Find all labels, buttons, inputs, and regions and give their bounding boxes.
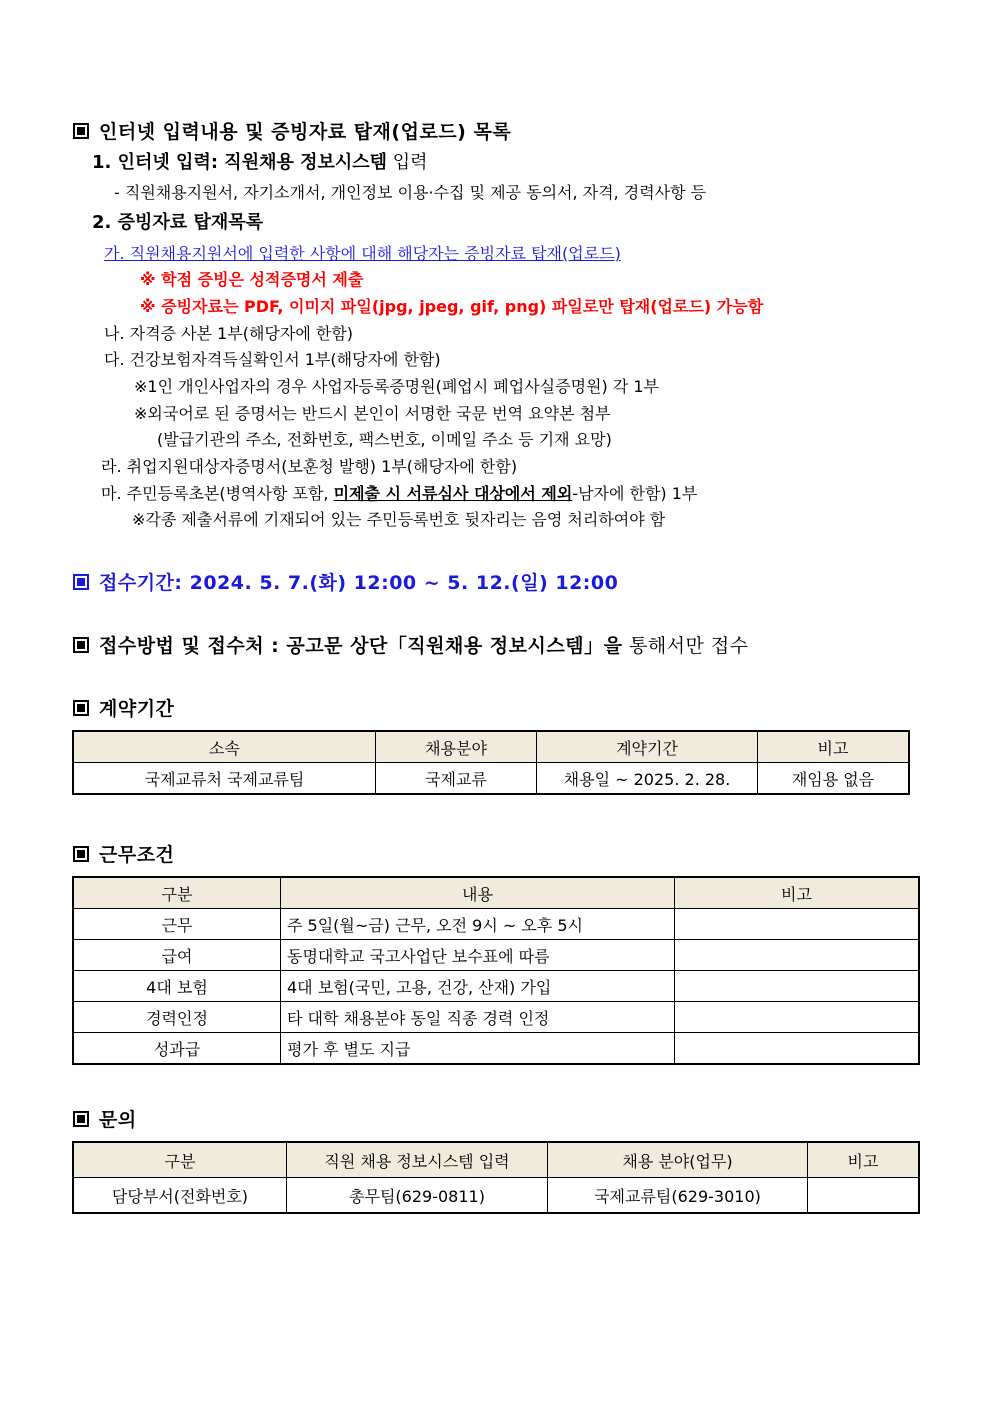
header-cell: 구분: [73, 1142, 287, 1178]
table-cell: 주 5일(월~금) 근무, 오전 9시 ~ 오후 5시: [281, 909, 675, 940]
table-cell: 급여: [73, 940, 281, 971]
table-cell: 경력인정: [73, 1002, 281, 1033]
table-row: [73, 1178, 919, 1214]
table-cell: 성과급: [73, 1033, 281, 1065]
table-cell: 타 대학 채용분야 동일 직종 경력 인정: [281, 1002, 675, 1033]
section-period-title: 접수기간: 2024. 5. 7.(화) 12:00 ~ 5. 12.(일) 12:00: [73, 568, 618, 595]
table-cell: 평가 후 별도 지급: [281, 1033, 675, 1065]
item-ma: 마. 주민등록초본(병역사항 포함, 미제출 시 서류심사 대상에서 제외-남자에 한함) 1부: [101, 484, 698, 503]
table-row: [73, 763, 909, 795]
conditions-table: [72, 876, 920, 1065]
header-cell: 비고: [758, 731, 910, 763]
table-header-row: [73, 731, 909, 763]
table-cell: [675, 909, 920, 940]
note-grade-proof: ※ 학점 증빙은 성적증명서 제출: [140, 270, 364, 289]
table-cell: [808, 1178, 920, 1214]
table-cell: 동명대학교 국고사업단 보수표에 따름: [281, 940, 675, 971]
header-cell: 내용: [281, 877, 675, 909]
section-contract-title: 계약기간: [73, 694, 174, 721]
note-issuer-info: (발급기관의 주소, 전화번호, 팩스번호, 이메일 주소 등 기재 요망): [157, 430, 612, 449]
item-na: 나. 자격증 사본 1부(해당자에 한함): [104, 324, 354, 343]
header-cell: 구분: [73, 877, 281, 909]
section-method-title: 접수방법 및 접수처 : 공고문 상단「직원채용 정보시스템」을 통해서만 접수: [73, 631, 749, 658]
square-bullet-icon: [73, 637, 89, 653]
item1-detail: - 직원채용지원서, 자기소개서, 개인정보 이용·수집 및 제공 동의서, 자격, 경력사항 등: [114, 183, 707, 202]
header-cell: 비고: [808, 1142, 920, 1178]
header-cell: 계약기간: [537, 731, 758, 763]
table-cell: [675, 1033, 920, 1065]
header-cell: 비고: [675, 877, 920, 909]
square-bullet-icon: [73, 1111, 89, 1127]
item-ga: 가. 직원채용지원서에 입력한 사항에 대해 해당자는 증빙자료 탑재(업로드): [104, 244, 621, 263]
table-cell: [675, 971, 920, 1002]
section-conditions-title: 근무조건: [73, 840, 174, 867]
table-cell: 4대 보험: [73, 971, 281, 1002]
table-header-row: [73, 877, 919, 909]
table-row: [73, 940, 919, 971]
header-cell: 채용분야: [376, 731, 537, 763]
note-resident-number: ※각종 제출서류에 기재되어 있는 주민등록번호 뒷자리는 음영 처리하여야 함: [132, 510, 666, 529]
table-cell: [675, 1002, 920, 1033]
square-bullet-icon: [73, 846, 89, 862]
item1-line: 1. 인터넷 입력: 직원채용 정보시스템 입력: [92, 152, 428, 173]
header-cell: 소속: [73, 731, 376, 763]
table-cell: 근무: [73, 909, 281, 940]
square-bullet-icon: [73, 574, 89, 590]
note-self-employed: ※1인 개인사업자의 경우 사업자등록증명원(폐업시 폐업사실증명원) 각 1부: [134, 377, 659, 396]
table-row: [73, 1033, 919, 1065]
note-file-format: ※ 증빙자료는 PDF, 이미지 파일(jpg, jpeg, gif, png) 파일로만 탑재(업로드) 가능함: [140, 297, 764, 316]
table-cell: 국제교류팀(629-3010): [548, 1178, 808, 1214]
note-foreign-language: ※외국어로 된 증명서는 반드시 본인이 서명한 국문 번역 요약본 첨부: [134, 404, 611, 423]
square-bullet-icon: [73, 123, 89, 139]
table-cell: 담당부서(전화번호): [73, 1178, 287, 1214]
item-ra: 라. 취업지원대상자증명서(보훈청 발행) 1부(해당자에 한함): [101, 457, 518, 476]
table-cell: 4대 보험(국민, 고용, 건강, 산재) 가입: [281, 971, 675, 1002]
table-cell: 국제교류처 국제교류팀: [73, 763, 376, 795]
table-cell: 채용일 ~ 2025. 2. 28.: [537, 763, 758, 795]
header-cell: 직원 채용 정보시스템 입력: [287, 1142, 548, 1178]
item-da: 다. 건강보험자격득실확인서 1부(해당자에 한함): [104, 350, 441, 369]
inquiry-table: [72, 1141, 920, 1214]
header-cell: 채용 분야(업무): [548, 1142, 808, 1178]
table-row: [73, 971, 919, 1002]
table-cell: [675, 940, 920, 971]
table-cell: 재임용 없음: [758, 763, 910, 795]
table-row: [73, 1002, 919, 1033]
contract-table: [72, 730, 910, 795]
section-upload-list-title: 인터넷 입력내용 및 증빙자료 탑재(업로드) 목록: [73, 117, 511, 144]
table-header-row: [73, 1142, 919, 1178]
item2-label: 2. 증빙자료 탑재목록: [92, 212, 263, 233]
square-bullet-icon: [73, 700, 89, 716]
section-inquiry-title: 문의: [73, 1105, 137, 1132]
table-cell: 국제교류: [376, 763, 537, 795]
table-row: [73, 909, 919, 940]
table-cell: 총무팀(629-0811): [287, 1178, 548, 1214]
